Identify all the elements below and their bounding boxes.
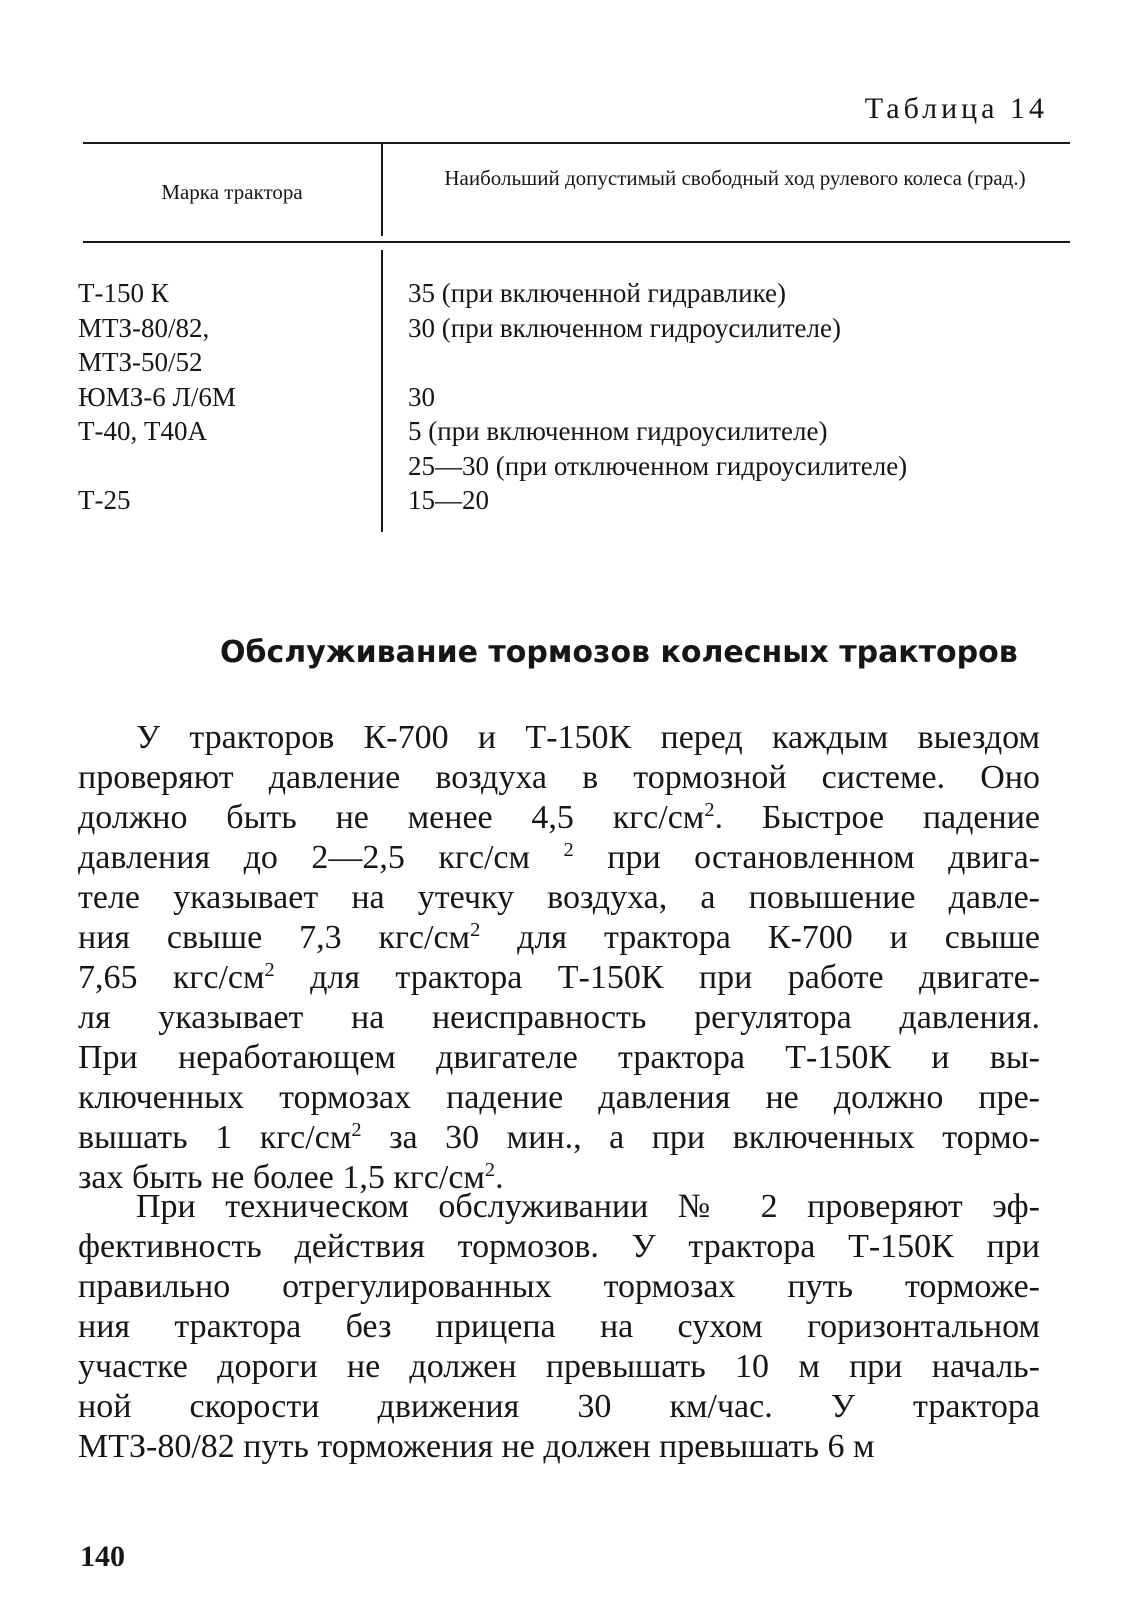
text-line: При техническом обслуживании № 2 проверяют эф- <box>136 1188 1040 1225</box>
table-cell-model: Т-25 <box>78 485 131 515</box>
table-cell-model: Т-40, Т40А <box>78 416 207 446</box>
text-line: 7,65 кгс/$см^2$ для трактора Т-150К при работе двигате- <box>78 958 1040 996</box>
table-cell-model <box>78 449 236 484</box>
text-line: ной скорости движения 30 км/час. У трактора <box>78 1388 1040 1425</box>
paragraph-braking-distance <box>78 1187 1040 1467</box>
text-line: МТЗ-80/82 путь торможения не должен превышать 6 м <box>78 1428 875 1465</box>
table-cell-model: ЮМЗ-6 Л/6М <box>78 381 236 412</box>
text-line: ключенных тормозах падение давления не должно пре- <box>78 1079 1040 1116</box>
text-line: проверяют давление воздуха в тормозной системе. Оно <box>78 759 1040 796</box>
table-values-column <box>408 276 907 518</box>
page-number: 140 <box>80 1540 125 1573</box>
text-line: ля указывает на неисправность регулятора давления. <box>78 999 1040 1036</box>
column-header-free-play: Наибольший допустимый свободный ход рулевого колеса (град.) <box>444 166 1026 190</box>
paragraph-air-pressure <box>78 718 1040 1198</box>
text-line: ния трактора без прицепа на сухом горизонтальном <box>78 1308 1040 1345</box>
table-models-column <box>78 276 236 518</box>
text-line: зах быть не более 1,5 кгс/$см^2$. <box>78 1158 504 1196</box>
text-line: ния свыше 7,3 кгс/$см^2$ для трактора К-700 и свыше <box>78 918 1040 956</box>
text-line: фективность действия тормозов. У трактора Т-150К при <box>78 1228 1040 1265</box>
table-body-divider <box>381 250 383 532</box>
section-title: Обслуживание тормозов колесных тракторов <box>220 635 1018 670</box>
table-cell-value: 5 (при включенном гидроусилителе) <box>408 416 828 446</box>
text-line: давления до 2—2,5 кгс/см $^2$ при остановленном двига- <box>78 838 1040 876</box>
table-cell-model: МТЗ-80/82, <box>78 312 210 343</box>
table-cell-value: 25—30 (при отключенном гидроусилителе) <box>408 450 908 481</box>
table-header-divider <box>381 144 383 236</box>
column-header-model: Марка трактора <box>161 180 303 204</box>
text-line: правильно отрегулированных тормозах путь торможе- <box>78 1268 1040 1305</box>
text-line: участке дороги не должен превышать 10 м при началь- <box>78 1348 1040 1385</box>
table-header-rule <box>83 241 1070 243</box>
table-cell-value: 35 (при включенной гидравлике) <box>408 278 787 308</box>
table-cell-model: Т-150 К <box>78 278 169 308</box>
table-top-rule <box>83 142 1070 144</box>
text-line: должно быть не менее 4,5 кгс/$см^2$. Быстрое падение <box>78 798 1040 836</box>
table-cell-value: 30 <box>408 381 435 412</box>
text-line: вышать 1 кгс/$см^2$ за 30 мин., а при включенных тормо- <box>78 1118 1041 1156</box>
table-caption: Таблица 14 <box>864 92 1048 125</box>
text-line: теле указывает на утечку воздуха, а повышение давле- <box>78 879 1040 916</box>
table-cell-value: 30 (при включенном гидроусилителе) <box>408 312 841 343</box>
table-cell-model: МТЗ-50/52 <box>78 347 203 377</box>
text-line: При неработающем двигателе трактора Т-150К и вы- <box>78 1039 1040 1076</box>
text-line: У тракторов К-700 и Т-150К перед каждым выездом <box>136 719 1040 756</box>
table-cell-value: 15—20 <box>408 485 489 515</box>
table-cell-value <box>408 345 907 380</box>
